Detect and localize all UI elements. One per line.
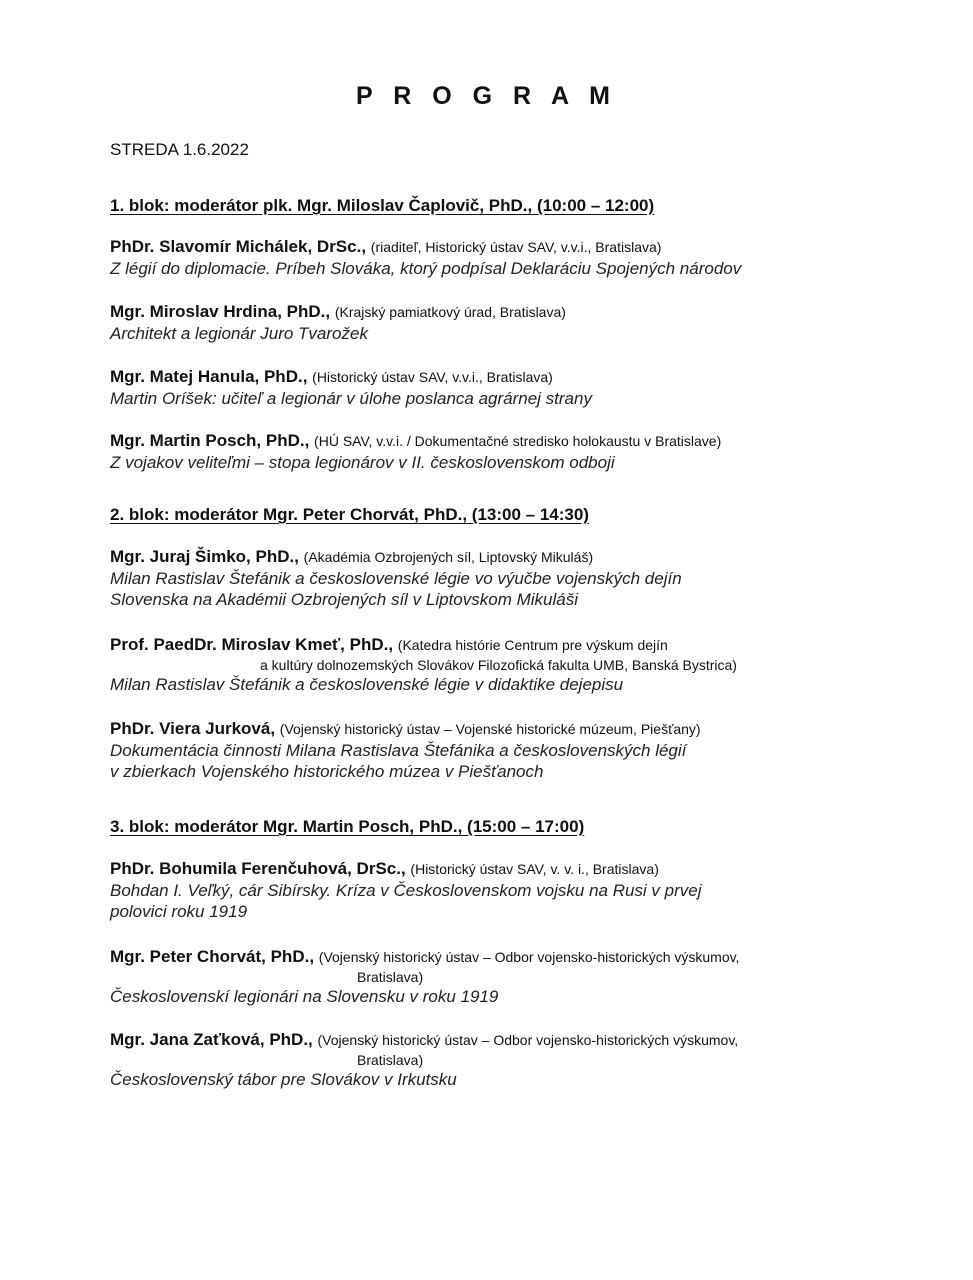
talk-3-2 xyxy=(110,946,890,1007)
speaker-name: PhDr. Viera Jurková, xyxy=(110,719,276,738)
speaker-line xyxy=(110,236,890,258)
paper-title xyxy=(110,258,890,279)
paper-title-line: Z légií do diplomacie. Príbeh Slováka, ktorý podpísal Deklaráciu Spojených národov xyxy=(110,259,742,278)
paper-title-line: Československí legionári na Slovensku v roku 1919 xyxy=(110,987,499,1006)
speaker-affiliation: (Katedra histórie Centrum pre výskum dejín xyxy=(397,637,668,653)
paper-title-line: Československý tábor pre Slovákov v Irkutsku xyxy=(110,1070,457,1089)
page-title: P R O G R A M xyxy=(356,82,617,110)
speaker-name: Mgr. Miroslav Hrdina, PhD., xyxy=(110,302,331,321)
talk-2-1 xyxy=(110,546,890,610)
speaker-name: Mgr. Peter Chorvát, PhD., xyxy=(110,947,315,966)
speaker-line xyxy=(110,718,890,740)
speaker-line xyxy=(110,546,890,568)
talk-1-3 xyxy=(110,366,890,409)
paper-title xyxy=(110,323,890,344)
paper-title-line: Architekt a legionár Juro Tvarožek xyxy=(110,324,368,343)
speaker-line xyxy=(110,634,890,656)
paper-title-line: Martin Oríšek: učiteľ a legionár v úlohe poslanca agrárnej strany xyxy=(110,389,592,408)
paper-title-line: Z vojakov veliteľmi – stopa legionárov v II. československom odboji xyxy=(110,453,615,472)
talk-2-3 xyxy=(110,718,890,782)
paper-title-line: Slovenska na Akadémii Ozbrojených síl v Liptovskom Mikuláši xyxy=(110,590,579,609)
speaker-name: Mgr. Matej Hanula, PhD., xyxy=(110,367,308,386)
speaker-line xyxy=(110,1029,890,1051)
block-1-heading: 1. blok: moderátor plk. Mgr. Miloslav Čaplovič, PhD., (10:00 – 12:00) xyxy=(110,196,655,215)
speaker-name: Mgr. Jana Zaťková, PhD., xyxy=(110,1030,313,1049)
paper-title xyxy=(110,674,890,695)
speaker-affiliation: (Historický ústav SAV, v.v.i., Bratislava) xyxy=(312,369,553,385)
talk-1-4 xyxy=(110,430,890,473)
speaker-line xyxy=(110,946,890,968)
talk-3-1 xyxy=(110,858,890,922)
speaker-affiliation: (Vojenský historický ústav – Odbor vojensko-historických výskumov, xyxy=(317,1032,739,1048)
speaker-line xyxy=(110,366,890,388)
speaker-affiliation: (Krajský pamiatkový úrad, Bratislava) xyxy=(334,304,566,320)
speaker-affiliation: (Vojenský historický ústav – Vojenské historické múzeum, Piešťany) xyxy=(279,721,701,737)
paper-title xyxy=(110,568,890,610)
speaker-line xyxy=(110,430,890,452)
program-date: STREDA 1.6.2022 xyxy=(110,140,249,159)
speaker-affiliation-continued: Bratislava) xyxy=(357,969,424,985)
speaker-affiliation: (Vojenský historický ústav – Odbor vojensko-historických výskumov, xyxy=(318,949,740,965)
paper-title-line: Bohdan I. Veľký, cár Sibírsky. Kríza v Československom vojsku na Rusi v prvej xyxy=(110,881,702,900)
paper-title xyxy=(110,452,890,473)
speaker-affiliation: (Historický ústav SAV, v. v. i., Bratislava) xyxy=(410,861,659,877)
paper-title-line: Milan Rastislav Štefánik a československé légie vo výučbe vojenských dejín xyxy=(110,569,682,588)
speaker-line xyxy=(110,301,890,323)
talk-3-3 xyxy=(110,1029,890,1090)
speaker-line xyxy=(110,858,890,880)
paper-title-line: v zbierkach Vojenského historického múzea v Piešťanoch xyxy=(110,762,544,781)
paper-title-line: Dokumentácia činnosti Milana Rastislava Štefánika a československých légií xyxy=(110,741,687,760)
talk-2-2 xyxy=(110,634,890,695)
paper-title xyxy=(110,740,890,782)
speaker-affiliation-continued: a kultúry dolnozemských Slovákov Filozofická fakulta UMB, Banská Bystrica) xyxy=(260,657,737,673)
speaker-name: Mgr. Martin Posch, PhD., xyxy=(110,431,310,450)
block-3-heading: 3. blok: moderátor Mgr. Martin Posch, PhD., (15:00 – 17:00) xyxy=(110,817,585,836)
paper-title xyxy=(110,1069,890,1090)
paper-title-line: polovici roku 1919 xyxy=(110,902,248,921)
paper-title xyxy=(110,388,890,409)
paper-title xyxy=(110,880,890,922)
talk-1-2 xyxy=(110,301,890,344)
talk-1-1 xyxy=(110,236,890,279)
speaker-affiliation: (HÚ SAV, v.v.i. / Dokumentačné stredisko holokaustu v Bratislave) xyxy=(314,433,722,449)
paper-title-line: Milan Rastislav Štefánik a československé légie v didaktike dejepisu xyxy=(110,675,624,694)
paper-title xyxy=(110,986,890,1007)
speaker-affiliation: (Akadémia Ozbrojených síl, Liptovský Mikuláš) xyxy=(303,549,594,565)
speaker-name: Prof. PaedDr. Miroslav Kmeť, PhD., xyxy=(110,635,394,654)
speaker-name: PhDr. Slavomír Michálek, DrSc., xyxy=(110,237,367,256)
speaker-name: Mgr. Juraj Šimko, PhD., xyxy=(110,547,299,566)
block-2-heading: 2. blok: moderátor Mgr. Peter Chorvát, PhD., (13:00 – 14:30) xyxy=(110,505,589,524)
speaker-name: PhDr. Bohumila Ferenčuhová, DrSc., xyxy=(110,859,406,878)
speaker-affiliation: (riaditeľ, Historický ústav SAV, v.v.i., Bratislava) xyxy=(370,239,662,255)
speaker-affiliation-continued: Bratislava) xyxy=(357,1052,424,1068)
